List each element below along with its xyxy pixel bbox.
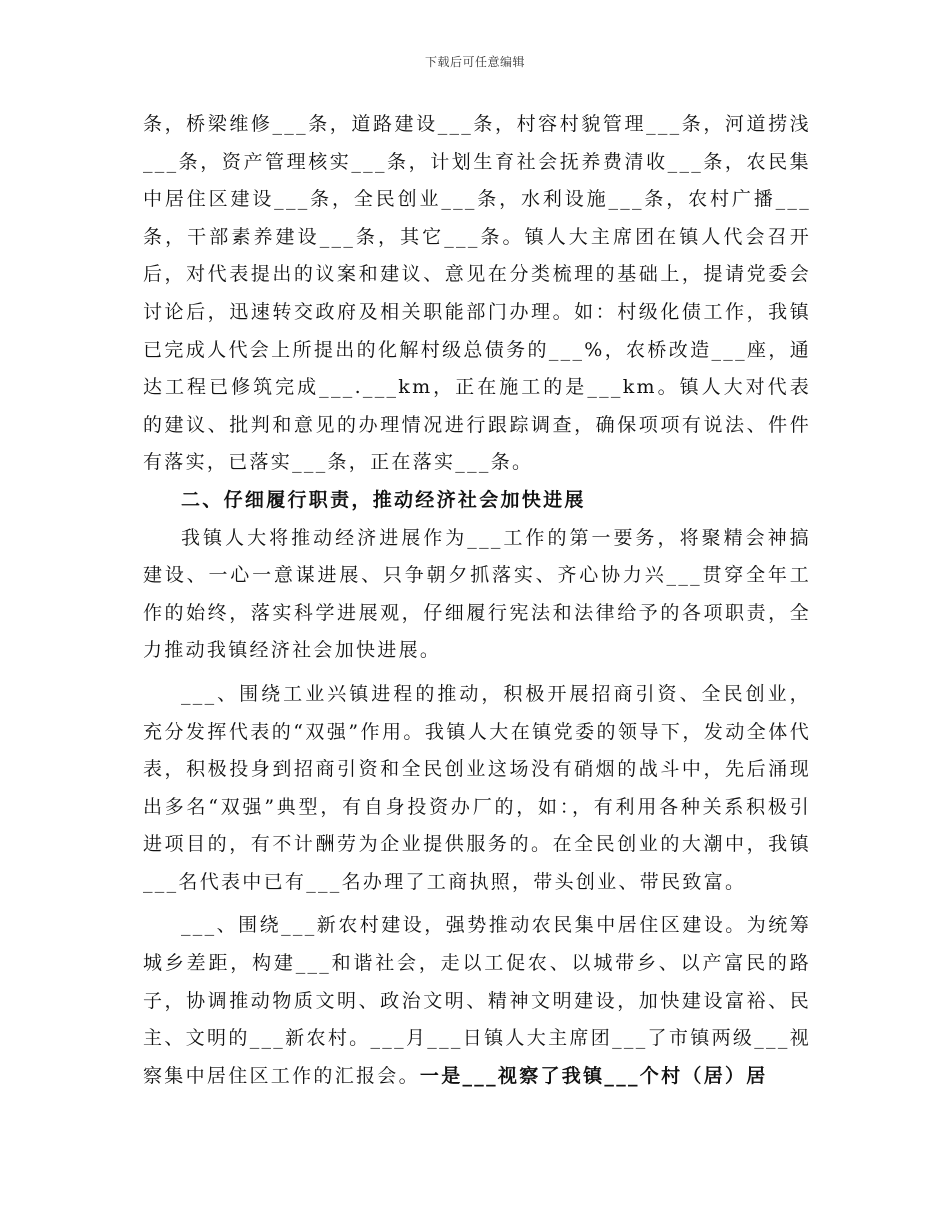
paragraph-4-text: ___、围绕___新农村建设，强势推动农民集中居住区建设。为统筹城乡差距，构建___和谐社会，走以工促农、以城带乡、以产富民的路子，协调推动物质文明、政治文明、精神文明建设，加快建设富裕、民主、文明的___新农村。___月___日镇人大主席团___了市镇两级___视察集中居住区工作的汇报会。 [143,914,811,1087]
paragraph-3: ___、围绕工业兴镇进程的推动，积极开展招商引资、全民创业，充分发挥代表的“双强”作用。我镇人大在镇党委的领导下，发动全体代表，积极投身到招商引资和全民创业这场没有硝烟的战斗中，先后涌现出多名“双强”典型，有自身投资办厂的，如：，有利用各种关系积极引进项目的，有不计酬劳为企业提供服务的。在全民创业的大潮中，我镇___名代表中已有___名办理了工商执照，带头创业、带民致富。 [143,682,811,893]
paragraph-4 [143,907,811,1095]
paragraph-4-bold-text: 一是___视察了我镇___个村（居）居 [419,1064,768,1087]
paragraph-1: 条，桥梁维修___条，道路建设___条，村容村貌管理___条，河道捞浅___条，资产管理核实___条，计划生育社会抚养费清收___条，农民集中居住区建设___条，全民创业___条，水利设施___条，农村广播___条，干部素养建设___条，其它___条。镇人大主席团在镇人代会召开后，对代表提出的议案和建议、意见在分类梳理的基础上，提请党委会讨论后，迅速转交政府及相关职能部门办理。如：村级化债工作，我镇已完成人代会上所提出的化解村级总债务的___%，农桥改造___座，通达工程已修筑完成___.___km，正在施工的是___km。镇人大对代表的建议、批判和意见的办理情况进行跟踪调查，确保项项有说法、件件有落实，已落实___条，正在落实___条。 [143,113,811,474]
document-body [143,106,811,1095]
page-header: 下载后可任意编辑 [424,55,525,69]
section-heading-2: 二、仔细履行职责，推动经济社会加快进展 [181,488,586,511]
paragraph-2: 我镇人大将推动经济进展作为___工作的第一要务，将聚精会神搞建设、一心一意谋进展、只争朝夕抓落实、齐心协力兴___贯穿全年工作的始终，落实科学进展观，仔细履行宪法和法律给予的各项职责，全力推动我镇经济社会加快进展。 [143,526,811,662]
